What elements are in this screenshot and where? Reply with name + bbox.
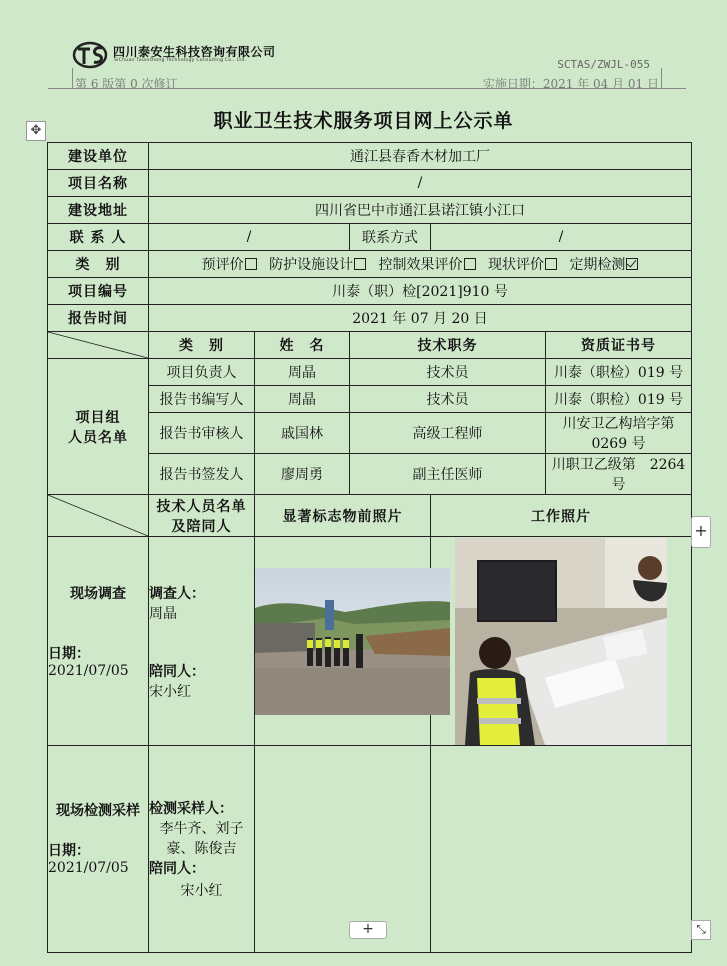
site-survey-label: 现场调查 bbox=[70, 586, 126, 602]
members-header-title: 技术职务 bbox=[350, 332, 546, 359]
companion-name[interactable]: 宋小红 bbox=[180, 883, 223, 899]
site-sampling-label: 现场检测采样 bbox=[56, 803, 140, 819]
staff-header bbox=[149, 495, 255, 537]
checkbox-icon[interactable] bbox=[545, 258, 557, 270]
member-cert[interactable]: 川安卫乙构培字第 0269 号 bbox=[546, 413, 692, 454]
category-options bbox=[149, 251, 692, 278]
member-name[interactable]: 周晶 bbox=[255, 359, 350, 386]
work-photo[interactable] bbox=[455, 538, 667, 745]
category-option-label: 预评价 bbox=[201, 257, 244, 273]
work-photo-cell-empty[interactable] bbox=[431, 746, 692, 953]
member-name[interactable]: 戚国林 bbox=[255, 413, 350, 454]
member-role: 报告书审核人 bbox=[149, 413, 255, 454]
project-name-value[interactable]: / bbox=[149, 170, 692, 197]
header-divider bbox=[48, 88, 686, 89]
category-option-label: 控制效果评价 bbox=[378, 257, 463, 273]
staff-header-line: 及陪同人 bbox=[171, 518, 232, 535]
staff-header-line: 技术人员名单 bbox=[156, 498, 247, 515]
address-value[interactable]: 四川省巴中市通江县诺江镇小江口 bbox=[149, 197, 692, 224]
work-photo-cell bbox=[431, 537, 692, 746]
contact-value[interactable]: / bbox=[149, 224, 350, 251]
category-option-label: 防护设施设计 bbox=[269, 257, 354, 273]
category-option[interactable] bbox=[379, 257, 476, 273]
checkbox-icon[interactable] bbox=[464, 258, 476, 270]
category-option[interactable] bbox=[269, 257, 366, 273]
diagonal-cell bbox=[48, 495, 149, 537]
category-label: 类 别 bbox=[48, 251, 149, 278]
site-survey-date-label: 日期： bbox=[48, 646, 90, 662]
site-sampling-cell bbox=[48, 746, 149, 953]
category-option[interactable] bbox=[569, 257, 638, 273]
investigator-name[interactable]: 周晶 bbox=[149, 606, 177, 622]
table-row bbox=[48, 251, 692, 278]
header-divider-tick bbox=[72, 68, 73, 88]
unit-label: 建设单位 bbox=[48, 143, 149, 170]
member-name[interactable]: 廖周勇 bbox=[255, 454, 350, 495]
companion-name[interactable]: 宋小红 bbox=[149, 684, 191, 700]
member-cert[interactable]: 川泰（职检）019 号 bbox=[546, 386, 692, 413]
sampler-label: 检测采样人： bbox=[149, 801, 233, 817]
table-row bbox=[48, 224, 692, 251]
site-survey-cell bbox=[48, 537, 149, 746]
site-sampling-date-label: 日期： bbox=[48, 843, 90, 859]
member-cert[interactable]: 川泰（职检）019 号 bbox=[546, 359, 692, 386]
member-row bbox=[48, 359, 692, 386]
checkbox-checked-icon[interactable] bbox=[626, 258, 638, 270]
table-row bbox=[48, 143, 692, 170]
site-sampling-persons bbox=[149, 746, 255, 953]
category-option[interactable] bbox=[488, 257, 557, 273]
category-option-label: 现状评价 bbox=[487, 257, 544, 273]
move-icon[interactable]: ✥ bbox=[26, 121, 46, 141]
add-column-button[interactable]: + bbox=[691, 516, 711, 548]
project-team-label-line: 项目组 bbox=[75, 409, 121, 426]
site-survey-row bbox=[48, 537, 692, 746]
member-role: 报告书编写人 bbox=[149, 386, 255, 413]
company-logo bbox=[72, 40, 112, 70]
member-title[interactable]: 副主任医师 bbox=[350, 454, 546, 495]
landmark-photo-header: 显著标志物前照片 bbox=[255, 495, 431, 537]
publicity-table bbox=[47, 142, 700, 953]
landmark-photo-cell-empty[interactable] bbox=[255, 746, 431, 953]
table-row bbox=[48, 197, 692, 224]
company-name: 四川泰安生科技咨询有限公司 bbox=[113, 45, 276, 59]
contact-method-label: 联系方式 bbox=[350, 224, 431, 251]
members-header-name: 姓 名 bbox=[255, 332, 350, 359]
project-team-label-line: 人员名单 bbox=[68, 429, 128, 446]
checkbox-icon[interactable] bbox=[245, 258, 257, 270]
diagonal-line bbox=[48, 495, 148, 536]
project-code-label: 项目编号 bbox=[48, 278, 149, 305]
members-header-cert: 资质证书号 bbox=[546, 332, 692, 359]
resize-icon[interactable]: ⤡ bbox=[691, 920, 711, 940]
unit-value[interactable]: 通江县春香木材加工厂 bbox=[149, 143, 692, 170]
member-title[interactable]: 高级工程师 bbox=[350, 413, 546, 454]
sampler-names-line[interactable]: 豪、陈俊吉 bbox=[166, 841, 237, 857]
version-text: 第 6 版第 0 次修订 bbox=[75, 77, 178, 91]
contact-label: 联 系 人 bbox=[48, 224, 149, 251]
add-row-button[interactable]: + bbox=[349, 921, 387, 939]
member-title[interactable]: 技术员 bbox=[350, 359, 546, 386]
page-title: 职业卫生技术服务项目网上公示单 bbox=[213, 110, 514, 132]
member-name[interactable]: 周晶 bbox=[255, 386, 350, 413]
company-name-en: SiChuan Taianshong Technology Consulting Co., Ltd. bbox=[114, 58, 247, 63]
photos-header-row bbox=[48, 495, 692, 537]
category-option-label: 定期检测 bbox=[569, 257, 626, 273]
address-label: 建设地址 bbox=[48, 197, 149, 224]
project-team-label bbox=[48, 359, 149, 495]
diagonal-line bbox=[48, 332, 148, 358]
report-time-label: 报告时间 bbox=[48, 305, 149, 332]
members-header-category: 类 别 bbox=[149, 332, 255, 359]
landmark-photo-cell bbox=[255, 537, 431, 746]
contact-method-value[interactable]: / bbox=[431, 224, 692, 251]
site-sampling-date[interactable]: 2021/07/05 bbox=[48, 860, 129, 876]
report-time-value[interactable]: 2021 年 07 月 20 日 bbox=[149, 305, 692, 332]
member-role: 报告书签发人 bbox=[149, 454, 255, 495]
project-code-value[interactable]: 川泰（职）检[2021]910 号 bbox=[149, 278, 692, 305]
implementation-date: 实施日期：2021 年 04 月 01 日 bbox=[482, 77, 659, 91]
companion-label: 陪同人： bbox=[149, 664, 205, 680]
members-header-row bbox=[48, 332, 692, 359]
header-divider-tick bbox=[661, 68, 662, 88]
document-code: SCTAS/ZWJL-055 bbox=[557, 58, 650, 71]
diagonal-cell bbox=[48, 332, 149, 359]
site-survey-persons bbox=[149, 537, 255, 746]
work-photo-header: 工作照片 bbox=[431, 495, 692, 537]
member-cert[interactable]: 川职卫乙级第 2264 号 bbox=[546, 454, 692, 495]
table-row bbox=[48, 278, 692, 305]
investigator-label: 调查人： bbox=[149, 586, 205, 602]
table-row bbox=[48, 170, 692, 197]
companion-label: 陪同人： bbox=[149, 861, 205, 877]
landmark-photo[interactable] bbox=[255, 568, 450, 715]
table-row bbox=[48, 305, 692, 332]
member-role: 项目负责人 bbox=[149, 359, 255, 386]
checkbox-icon[interactable] bbox=[354, 258, 366, 270]
site-survey-date[interactable]: 2021/07/05 bbox=[48, 663, 129, 679]
sampler-names-line[interactable]: 李牛齐、刘子 bbox=[159, 821, 244, 837]
member-title[interactable]: 技术员 bbox=[350, 386, 546, 413]
category-option[interactable] bbox=[202, 257, 257, 273]
project-name-label: 项目名称 bbox=[48, 170, 149, 197]
